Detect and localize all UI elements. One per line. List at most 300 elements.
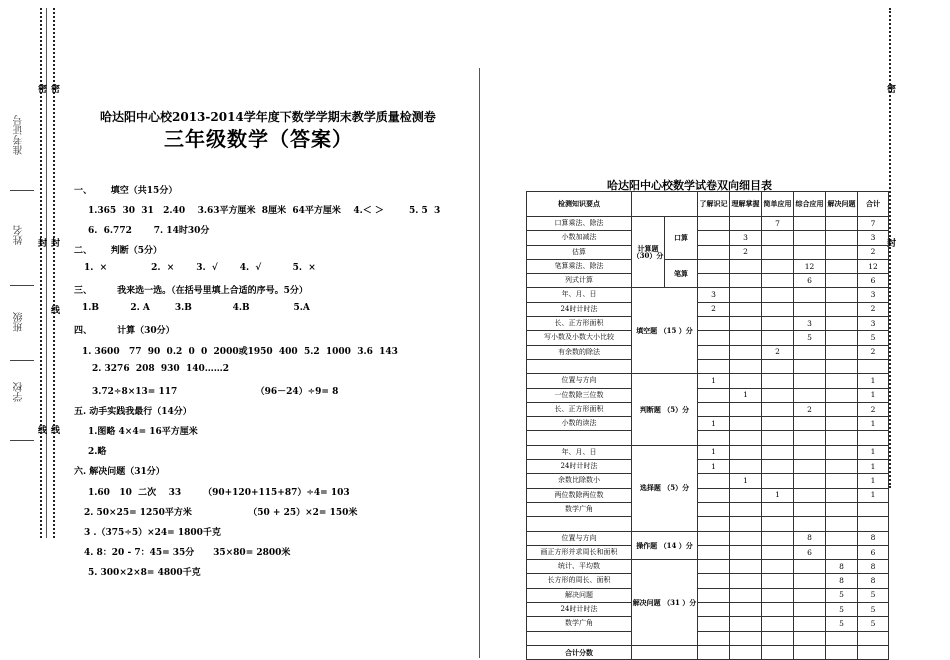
value-cell <box>698 345 730 359</box>
value-cell <box>698 488 730 502</box>
value-cell: 1 <box>858 417 889 431</box>
value-cell <box>762 417 794 431</box>
value-cell <box>826 460 858 474</box>
table-row <box>527 317 889 331</box>
value-cell: 3 <box>794 317 826 331</box>
seal-char: 封 <box>36 238 46 247</box>
section-heading: 二、 判断（5分） <box>74 246 163 256</box>
value-cell <box>826 502 858 516</box>
table-row <box>527 517 889 531</box>
answer-line: 1.60 10 二次 33 （90+120+115+87）÷4= 103 <box>88 488 350 498</box>
value-cell <box>794 359 826 373</box>
value-cell: 3 <box>858 317 889 331</box>
seal-char: 线 <box>49 425 59 434</box>
value-cell <box>762 317 794 331</box>
value-cell <box>730 545 762 559</box>
value-cell <box>698 631 730 645</box>
value-cell: 3 <box>858 288 889 302</box>
value-cell: 1 <box>858 445 889 459</box>
table-row <box>527 402 889 416</box>
value-cell <box>762 588 794 602</box>
total-label-cell: 合计分数 <box>527 645 632 659</box>
knowledge-point-cell: 年、月、日 <box>527 288 632 302</box>
question-type-cell: 解决问题 （31 ）分 <box>632 560 698 646</box>
knowledge-point-cell: 长、正方形面积 <box>527 402 632 416</box>
value-cell: 6 <box>858 274 889 288</box>
answer-line: 2.略 <box>88 447 107 457</box>
value-cell <box>698 245 730 259</box>
value-cell <box>794 603 826 617</box>
value-cell: 12 <box>858 259 889 273</box>
value-cell <box>762 517 794 531</box>
answer-line: 2. 3276 208 930 140……2 <box>92 364 229 374</box>
value-cell: 1 <box>698 417 730 431</box>
answer-line: 1.365 30 31 2.40 3.63平方厘米 8厘米 64平方厘米 4.＜ ＞ 5. 5 3 <box>88 206 441 216</box>
header-cell <box>632 192 698 217</box>
table-row <box>527 617 889 631</box>
value-cell <box>762 474 794 488</box>
header-cell: 了解识记 <box>698 192 730 217</box>
table-row <box>527 331 889 345</box>
fill-line <box>10 285 34 286</box>
value-cell <box>794 445 826 459</box>
value-cell <box>858 431 889 445</box>
value-cell <box>762 502 794 516</box>
value-cell <box>698 474 730 488</box>
knowledge-point-cell: 统计、平均数 <box>527 560 632 574</box>
name-label: 姓名 <box>14 225 25 245</box>
value-cell <box>826 245 858 259</box>
value-cell <box>826 631 858 645</box>
value-cell: 8 <box>858 531 889 545</box>
value-cell <box>762 331 794 345</box>
value-cell <box>730 531 762 545</box>
value-cell <box>698 517 730 531</box>
value-cell: 1 <box>698 445 730 459</box>
knowledge-point-cell <box>527 517 632 531</box>
knowledge-point-cell: 小数加减法 <box>527 231 632 245</box>
knowledge-point-cell: 写小数及小数大小比较 <box>527 331 632 345</box>
value-cell: 5 <box>826 588 858 602</box>
table-row <box>527 588 889 602</box>
table-row <box>527 488 889 502</box>
value-cell <box>730 603 762 617</box>
value-cell <box>794 388 826 402</box>
value-cell <box>730 588 762 602</box>
value-cell <box>698 274 730 288</box>
seal-char: 密 <box>36 84 46 93</box>
page-divider <box>479 68 480 658</box>
knowledge-point-cell: 数学广角 <box>527 617 632 631</box>
answer-line: 1.B 2. A 3.B 4.B 5.A <box>82 303 310 313</box>
value-cell <box>826 288 858 302</box>
seal-char: 线 <box>49 305 59 314</box>
knowledge-point-cell: 数学广角 <box>527 502 632 516</box>
answer-line: 3 .（375÷5）×24= 1800千克 <box>84 528 221 538</box>
section-heading: 六. 解决问题（31分） <box>74 467 165 477</box>
value-cell <box>698 560 730 574</box>
value-cell <box>730 560 762 574</box>
value-cell <box>698 545 730 559</box>
value-cell <box>794 588 826 602</box>
value-cell <box>730 274 762 288</box>
value-cell <box>794 474 826 488</box>
value-cell <box>762 574 794 588</box>
sub-type-cell: 口算 <box>665 217 698 260</box>
value-cell: 6 <box>794 274 826 288</box>
value-cell <box>826 331 858 345</box>
knowledge-point-cell: 列式计算 <box>527 274 632 288</box>
value-cell <box>730 259 762 273</box>
knowledge-point-cell: 24时计时法 <box>527 302 632 316</box>
section-heading: 四、 计算（30分） <box>74 326 175 336</box>
answer-line: 6. 6.772 7. 14时30分 <box>88 226 210 236</box>
value-cell <box>826 374 858 388</box>
value-cell: 2 <box>858 402 889 416</box>
value-cell: 8 <box>826 560 858 574</box>
value-cell <box>730 617 762 631</box>
value-cell <box>794 245 826 259</box>
table-row <box>527 417 889 431</box>
knowledge-point-cell: 解决问题 <box>527 588 632 602</box>
value-cell <box>730 631 762 645</box>
value-cell: 1 <box>730 474 762 488</box>
fill-line <box>10 440 34 441</box>
value-cell <box>762 388 794 402</box>
value-cell <box>698 531 730 545</box>
answer-line: 4. 8：20 - 7：45= 35分 35×80= 2800米 <box>84 548 291 558</box>
value-cell <box>794 345 826 359</box>
value-cell: 2 <box>794 402 826 416</box>
value-cell <box>826 402 858 416</box>
value-cell: 1 <box>858 460 889 474</box>
value-cell <box>762 431 794 445</box>
value-cell <box>698 331 730 345</box>
value-cell <box>826 274 858 288</box>
value-cell <box>698 231 730 245</box>
value-cell <box>698 574 730 588</box>
value-cell <box>730 445 762 459</box>
value-cell <box>794 517 826 531</box>
value-cell <box>762 374 794 388</box>
question-type-cell: 填空题 （15 ）分 <box>632 288 698 374</box>
value-cell: 5 <box>858 617 889 631</box>
value-cell: 5 <box>826 617 858 631</box>
value-cell <box>794 288 826 302</box>
value-cell: 12 <box>794 259 826 273</box>
value-cell: 3 <box>730 231 762 245</box>
value-cell <box>762 617 794 631</box>
value-cell <box>794 502 826 516</box>
value-cell: 8 <box>858 560 889 574</box>
value-cell: 5 <box>826 603 858 617</box>
table-row <box>527 217 889 231</box>
value-cell <box>730 431 762 445</box>
section-heading: 五. 动手实践我最行（14分） <box>74 407 192 417</box>
value-cell <box>826 417 858 431</box>
question-type-cell: 判断题 （5）分 <box>632 374 698 445</box>
table-row <box>527 374 889 388</box>
answer-line: 1.图略 4×4= 16平方厘米 <box>88 427 198 437</box>
value-cell <box>858 502 889 516</box>
value-cell <box>794 231 826 245</box>
header-cell: 综合应用 <box>794 192 826 217</box>
value-cell <box>762 445 794 459</box>
sub-type-cell: 笔算 <box>665 259 698 288</box>
table-row <box>527 560 889 574</box>
knowledge-point-cell: 位置与方向 <box>527 531 632 545</box>
value-cell <box>794 617 826 631</box>
value-cell <box>730 302 762 316</box>
value-cell <box>698 388 730 402</box>
answer-line: 5. 300×2×8= 4800千克 <box>88 568 201 578</box>
knowledge-point-cell: 画正方形并求周长和面积 <box>527 545 632 559</box>
value-cell <box>730 217 762 231</box>
knowledge-point-cell: 口算乘法、除法 <box>527 217 632 231</box>
header-cell: 检测知识要点 <box>527 192 632 217</box>
knowledge-point-cell: 一位数除三位数 <box>527 388 632 402</box>
table-row <box>527 531 889 545</box>
header-cell: 解决问题 <box>826 192 858 217</box>
value-cell <box>762 545 794 559</box>
table-row <box>527 460 889 474</box>
value-cell <box>794 217 826 231</box>
value-cell <box>698 617 730 631</box>
value-cell: 1 <box>858 388 889 402</box>
table-title: 哈达阳中心校数学试卷双向细目表 <box>607 179 772 192</box>
spec-table <box>526 191 889 660</box>
table-row <box>527 245 889 259</box>
value-cell: 2 <box>730 245 762 259</box>
value-cell <box>858 517 889 531</box>
table-row <box>527 431 889 445</box>
value-cell: 1 <box>762 488 794 502</box>
value-cell <box>698 217 730 231</box>
value-cell <box>826 545 858 559</box>
table-row <box>527 231 889 245</box>
value-cell <box>762 531 794 545</box>
exam-number-label: 准考证号 <box>14 115 25 155</box>
value-cell <box>762 245 794 259</box>
fill-line <box>10 190 34 191</box>
knowledge-point-cell: 年、月、日 <box>527 445 632 459</box>
value-cell <box>858 359 889 373</box>
value-cell <box>762 302 794 316</box>
table-row <box>527 502 889 516</box>
knowledge-point-cell: 位置与方向 <box>527 374 632 388</box>
value-cell <box>826 217 858 231</box>
table-row <box>527 302 889 316</box>
question-type-cell: 选择题 （5）分 <box>632 445 698 531</box>
value-cell <box>762 560 794 574</box>
value-cell: 3 <box>698 288 730 302</box>
value-cell <box>698 603 730 617</box>
value-cell <box>826 259 858 273</box>
value-cell <box>698 259 730 273</box>
header-cell: 理解掌握 <box>730 192 762 217</box>
value-cell <box>794 460 826 474</box>
value-cell: 5 <box>858 588 889 602</box>
knowledge-point-cell: 24时计时法 <box>527 460 632 474</box>
value-cell: 2 <box>858 302 889 316</box>
value-cell <box>730 417 762 431</box>
value-cell: 1 <box>858 374 889 388</box>
class-label: 班级 <box>14 312 25 332</box>
knowledge-point-cell: 有余数的除法 <box>527 345 632 359</box>
header-cell: 合计 <box>858 192 889 217</box>
seal-char: 封 <box>49 238 59 247</box>
value-cell: 3 <box>858 231 889 245</box>
value-cell <box>826 345 858 359</box>
section-heading: 三、 我来选一选。（在括号里填上合适的序号。5分） <box>74 286 308 296</box>
value-cell <box>794 417 826 431</box>
value-cell <box>730 317 762 331</box>
value-cell: 5 <box>858 603 889 617</box>
value-cell <box>698 402 730 416</box>
value-cell: 5 <box>858 331 889 345</box>
value-cell <box>698 502 730 516</box>
value-cell <box>826 231 858 245</box>
table-row <box>527 388 889 402</box>
value-cell: 6 <box>858 545 889 559</box>
knowledge-point-cell <box>527 431 632 445</box>
value-cell: 1 <box>858 474 889 488</box>
value-cell <box>826 531 858 545</box>
section-heading: 一、 填空（共15分） <box>74 186 178 196</box>
value-cell <box>762 231 794 245</box>
table-row <box>527 474 889 488</box>
value-cell <box>826 488 858 502</box>
value-cell <box>698 431 730 445</box>
value-cell <box>730 460 762 474</box>
value-cell: 8 <box>826 574 858 588</box>
value-cell <box>698 317 730 331</box>
fill-line <box>10 360 34 361</box>
value-cell <box>762 288 794 302</box>
value-cell <box>794 574 826 588</box>
table-row <box>527 259 889 273</box>
value-cell <box>730 402 762 416</box>
value-cell <box>826 445 858 459</box>
table-row <box>527 574 889 588</box>
value-cell: 1 <box>858 488 889 502</box>
value-cell: 2 <box>762 345 794 359</box>
value-cell <box>698 588 730 602</box>
value-cell <box>730 359 762 373</box>
value-cell: 2 <box>698 302 730 316</box>
document-title: 哈达阳中心校2013-2014学年度下数学学期末教学质量检测卷 <box>100 110 436 124</box>
value-cell <box>794 431 826 445</box>
value-cell <box>794 631 826 645</box>
value-cell <box>858 631 889 645</box>
value-cell <box>730 331 762 345</box>
value-cell: 7 <box>762 217 794 231</box>
seal-char: 密 <box>885 84 895 93</box>
value-cell <box>826 517 858 531</box>
school-label: 学校 <box>14 382 25 402</box>
value-cell <box>730 288 762 302</box>
value-cell <box>762 259 794 273</box>
value-cell: 8 <box>858 574 889 588</box>
value-cell: 2 <box>858 345 889 359</box>
value-cell <box>794 488 826 502</box>
value-cell <box>730 574 762 588</box>
question-type-cell: 计算题（30）分 <box>632 217 665 288</box>
value-cell <box>730 502 762 516</box>
table-row <box>527 359 889 373</box>
value-cell: 8 <box>794 531 826 545</box>
answer-line: 2. 50×25= 1250平方米 （50 + 25）×2= 150米 <box>84 508 358 518</box>
value-cell: 1 <box>698 374 730 388</box>
value-cell <box>762 359 794 373</box>
table-row <box>527 603 889 617</box>
value-cell <box>794 374 826 388</box>
value-cell <box>826 431 858 445</box>
seal-char: 封 <box>885 238 895 247</box>
knowledge-point-cell: 余数比除数小 <box>527 474 632 488</box>
value-cell <box>826 474 858 488</box>
value-cell <box>762 274 794 288</box>
knowledge-point-cell: 长、正方形面积 <box>527 317 632 331</box>
value-cell <box>730 374 762 388</box>
value-cell <box>826 302 858 316</box>
value-cell: 1 <box>698 460 730 474</box>
value-cell <box>794 560 826 574</box>
value-cell <box>762 460 794 474</box>
value-cell <box>826 317 858 331</box>
knowledge-point-cell: 两位数除两位数 <box>527 488 632 502</box>
knowledge-point-cell: 小数的读法 <box>527 417 632 431</box>
value-cell <box>762 402 794 416</box>
table-row <box>527 545 889 559</box>
knowledge-point-cell: 24时计时法 <box>527 603 632 617</box>
question-type-cell: 操作题 （14 ）分 <box>632 531 698 560</box>
value-cell <box>762 631 794 645</box>
right-dotted-line <box>889 8 891 488</box>
answer-line: 1. × 2. × 3. √ 4. √ 5. × <box>84 263 316 273</box>
value-cell <box>730 488 762 502</box>
value-cell: 2 <box>858 245 889 259</box>
table-header-row <box>527 192 889 217</box>
table-row <box>527 445 889 459</box>
table-row <box>527 631 889 645</box>
table-row <box>527 345 889 359</box>
header-cell: 简单应用 <box>762 192 794 217</box>
knowledge-point-cell <box>527 359 632 373</box>
document-subtitle: 三年级数学（答案） <box>164 127 353 151</box>
value-cell: 7 <box>858 217 889 231</box>
value-cell <box>794 302 826 316</box>
value-cell: 1 <box>730 388 762 402</box>
seal-char: 线 <box>36 425 46 434</box>
value-cell: 6 <box>794 545 826 559</box>
knowledge-point-cell: 笔算乘法、除法 <box>527 259 632 273</box>
answer-line: 1. 3600 77 90 0.2 0 0 2000或1950 400 5.2 1000 3.6 143 <box>82 347 398 357</box>
answer-line: 3.72÷8×13= 117 （96－24）÷9= 8 <box>92 387 339 397</box>
value-cell <box>826 388 858 402</box>
table-row <box>527 288 889 302</box>
knowledge-point-cell: 长方形的周长、面积 <box>527 574 632 588</box>
value-cell <box>762 603 794 617</box>
knowledge-point-cell: 估算 <box>527 245 632 259</box>
seal-char: 密 <box>49 84 59 93</box>
value-cell <box>698 359 730 373</box>
value-cell <box>730 345 762 359</box>
value-cell: 5 <box>794 331 826 345</box>
knowledge-point-cell <box>527 631 632 645</box>
value-cell <box>826 359 858 373</box>
table-row <box>527 274 889 288</box>
